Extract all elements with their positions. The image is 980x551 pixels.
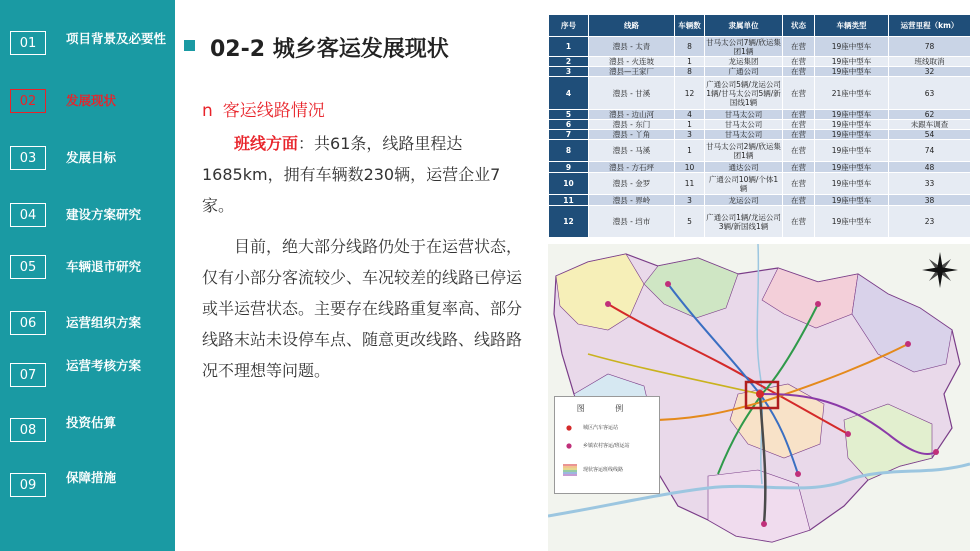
nav-number: 07 <box>10 363 46 387</box>
nav-item-06[interactable] <box>0 311 175 341</box>
cell-company: 广通公司 <box>705 67 783 77</box>
section-heading-text: 客运线路情况 <box>222 101 325 121</box>
map-legend <box>554 396 660 494</box>
cell-mileage: 班线取消 <box>889 57 971 67</box>
cell-company: 甘马太公司 <box>705 120 783 130</box>
table-row <box>549 77 971 110</box>
nav-number: 04 <box>10 203 46 227</box>
nav-item-09[interactable] <box>0 470 175 503</box>
cell-route: 澧县 - 火连坡 <box>589 57 675 67</box>
cell-status: 在营 <box>783 120 815 130</box>
table-header-row <box>549 15 971 37</box>
cell-route: 澧县 - 马溪 <box>589 140 675 162</box>
cell-vehicles: 8 <box>675 67 705 77</box>
cell-company: 甘马太公司 <box>705 110 783 120</box>
cell-vehicles: 10 <box>675 162 705 173</box>
table-row <box>549 37 971 57</box>
nav-label: 投资估算 <box>66 415 117 430</box>
nav-number: 05 <box>10 255 46 279</box>
cell-index: 6 <box>549 120 589 130</box>
purple-dot-icon <box>563 442 575 450</box>
cell-mileage: 32 <box>889 67 971 77</box>
cell-vehicles: 3 <box>675 195 705 206</box>
cell-status: 在营 <box>783 110 815 120</box>
legend-item-city-station <box>563 423 655 433</box>
cell-company: 龙运公司 <box>705 195 783 206</box>
cell-route: 澧县 - 界岭 <box>589 195 675 206</box>
table-row <box>549 140 971 162</box>
nav-number: 09 <box>10 473 46 497</box>
page-title: 02-2 城乡客运发展现状 <box>210 37 449 62</box>
cell-vehicles: 1 <box>675 57 705 67</box>
nav-label: 保障措施 <box>66 470 117 485</box>
highlight-text: 班线方面 <box>234 134 299 153</box>
paragraph-1 <box>202 128 532 221</box>
nav-number: 06 <box>10 311 46 335</box>
cell-mileage: 63 <box>889 77 971 110</box>
cell-route: 澧县 - 太青 <box>589 37 675 57</box>
cell-vehicle-type: 19座中型车 <box>815 195 889 206</box>
nav-label: 发展现状 <box>66 93 117 108</box>
station-marker <box>905 341 911 347</box>
legend-label: 乡镇农村客运/班运站 <box>583 443 630 449</box>
station-marker <box>756 390 764 398</box>
cell-company: 通达公司 <box>705 162 783 173</box>
nav-item-05[interactable] <box>0 255 175 285</box>
cell-status: 在营 <box>783 77 815 110</box>
station-marker <box>761 521 767 527</box>
nav-item-04[interactable] <box>0 203 175 233</box>
legend-title: 图 例 <box>576 404 638 413</box>
cell-status: 在营 <box>783 173 815 195</box>
cell-index: 8 <box>549 140 589 162</box>
header-company: 隶属单位 <box>705 15 783 37</box>
cell-company: 甘马太公司 <box>705 130 783 140</box>
cell-index: 5 <box>549 110 589 120</box>
route-lines-icon <box>563 464 577 476</box>
title-square-icon <box>184 40 195 51</box>
cell-index: 4 <box>549 77 589 110</box>
nav-number: 03 <box>10 146 46 170</box>
cell-company: 广通公司10辆/个体1辆 <box>705 173 783 195</box>
table-row <box>549 195 971 206</box>
cell-vehicles: 8 <box>675 37 705 57</box>
nav-label: 项目背景及必要性 <box>66 31 167 46</box>
station-marker <box>795 471 801 477</box>
cell-mileage: 54 <box>889 130 971 140</box>
cell-index: 12 <box>549 206 589 238</box>
cell-route: 澧县 - 金罗 <box>589 173 675 195</box>
nav-item-08[interactable] <box>0 415 175 448</box>
station-marker <box>933 449 939 455</box>
cell-status: 在营 <box>783 37 815 57</box>
cell-status: 在营 <box>783 57 815 67</box>
nav-label: 运营组织方案 <box>66 315 142 330</box>
cell-vehicle-type: 19座中型车 <box>815 110 889 120</box>
cell-vehicles: 5 <box>675 206 705 238</box>
header-mileage: 运营里程（km） <box>889 15 971 37</box>
nav-item-02[interactable] <box>0 89 175 119</box>
table-row <box>549 173 971 195</box>
header-route: 线路 <box>589 15 675 37</box>
cell-mileage: 38 <box>889 195 971 206</box>
table-row <box>549 206 971 238</box>
cell-route: 澧县 - 东门 <box>589 120 675 130</box>
cell-vehicles: 1 <box>675 140 705 162</box>
cell-index: 11 <box>549 195 589 206</box>
cell-status: 在营 <box>783 130 815 140</box>
cell-vehicle-type: 21座中型车 <box>815 77 889 110</box>
cell-mileage: 74 <box>889 140 971 162</box>
cell-company: 广通公司1辆/龙运公司3辆/新国线1辆 <box>705 206 783 238</box>
body-text <box>202 128 532 386</box>
cell-mileage: 78 <box>889 37 971 57</box>
header-status: 状态 <box>783 15 815 37</box>
table-row <box>549 57 971 67</box>
cell-index: 3 <box>549 67 589 77</box>
cell-route: 澧县 - 方石坪 <box>589 162 675 173</box>
legend-item-town-station <box>563 441 655 451</box>
cell-vehicle-type: 19座中型车 <box>815 173 889 195</box>
header-vehicle-type: 车辆类型 <box>815 15 889 37</box>
cell-vehicles: 4 <box>675 110 705 120</box>
header-vehicles: 车辆数 <box>675 15 705 37</box>
paragraph-2: 目前，绝大部分线路仍处于在运营状态，仅有小部分客流较少、车况较差的线路已停运或半运营状态。主要存在线路重复率高、部分线路末站未设停车点、随意更改线路、线路路况不理想等问题。 <box>202 237 523 380</box>
cell-vehicle-type: 19座中型车 <box>815 140 889 162</box>
cell-company: 甘马太公司2辆/欣运集团1辆 <box>706 141 781 160</box>
nav-item-03[interactable] <box>0 146 175 176</box>
cell-route: 澧县 - 垱市 <box>589 206 675 238</box>
cell-mileage: 未跟车调查 <box>889 120 971 130</box>
cell-mileage: 62 <box>889 110 971 120</box>
cell-status: 在营 <box>783 206 815 238</box>
cell-route: 澧县 - 丫角 <box>589 130 675 140</box>
cell-vehicles: 12 <box>675 77 705 110</box>
cell-company: 广通公司5辆/龙运公司1辆/甘马太公司5辆/新国线1辆 <box>705 77 783 110</box>
cell-vehicle-type: 19座中型车 <box>815 67 889 77</box>
cell-status: 在营 <box>783 195 815 206</box>
nav-label: 建设方案研究 <box>66 207 142 222</box>
legend-item-routes <box>563 463 655 477</box>
cell-status: 在营 <box>783 140 815 162</box>
sidebar-nav <box>0 0 175 551</box>
legend-label: 城区汽车客运站 <box>583 425 619 431</box>
red-dot-icon <box>563 424 575 432</box>
cell-index: 7 <box>549 130 589 140</box>
cell-route: 澧县 - 甘溪 <box>589 77 675 110</box>
cell-vehicle-type: 19座中型车 <box>815 120 889 130</box>
nav-item-07[interactable] <box>0 358 175 393</box>
cell-vehicle-type: 19座中型车 <box>815 57 889 67</box>
table-row <box>549 67 971 77</box>
cell-status: 在营 <box>783 67 815 77</box>
station-marker <box>605 301 611 307</box>
table-row <box>549 130 971 140</box>
cell-route: 澧县—王家厂 <box>589 67 675 77</box>
cell-vehicles: 3 <box>675 130 705 140</box>
cell-mileage: 48 <box>889 162 971 173</box>
cell-index: 10 <box>549 173 589 195</box>
section-bullet: n <box>202 101 213 121</box>
cell-index: 9 <box>549 162 589 173</box>
table-row <box>549 120 971 130</box>
cell-status: 在营 <box>783 162 815 173</box>
nav-number: 02 <box>10 89 46 113</box>
cell-vehicle-type: 19座中型车 <box>815 37 889 57</box>
table-row <box>549 162 971 173</box>
cell-vehicle-type: 19座中型车 <box>815 162 889 173</box>
nav-number: 08 <box>10 418 46 442</box>
section-heading <box>202 96 325 121</box>
cell-index: 1 <box>549 37 589 57</box>
table-row <box>549 110 971 120</box>
route-table <box>548 14 971 238</box>
cell-company: 甘马太公司7辆/欣运集团1辆 <box>706 37 781 56</box>
station-marker <box>845 431 851 437</box>
header-index: 序号 <box>549 15 589 37</box>
nav-label: 运营考核方案 <box>66 358 142 373</box>
station-marker <box>815 301 821 307</box>
cell-vehicle-type: 19座中型车 <box>815 130 889 140</box>
nav-item-01[interactable] <box>0 31 175 61</box>
cell-vehicles: 1 <box>675 120 705 130</box>
nav-label: 发展目标 <box>66 150 117 165</box>
cell-vehicle-type: 19座中型车 <box>815 206 889 238</box>
station-marker <box>665 281 671 287</box>
legend-label: 现状客运班线线路 <box>583 467 624 473</box>
cell-company: 龙运集团 <box>705 57 783 67</box>
cell-index: 2 <box>549 57 589 67</box>
cell-mileage: 33 <box>889 173 971 195</box>
paragraph-1-text: ：共61条，线路里程达1685km，拥有车辆数230辆，运营企业7家。 <box>202 134 501 215</box>
cell-vehicles: 11 <box>675 173 705 195</box>
nav-number: 01 <box>10 31 46 55</box>
nav-label: 车辆退市研究 <box>66 259 142 274</box>
cell-route: 澧县 - 边山河 <box>589 110 675 120</box>
cell-mileage: 23 <box>889 206 971 238</box>
